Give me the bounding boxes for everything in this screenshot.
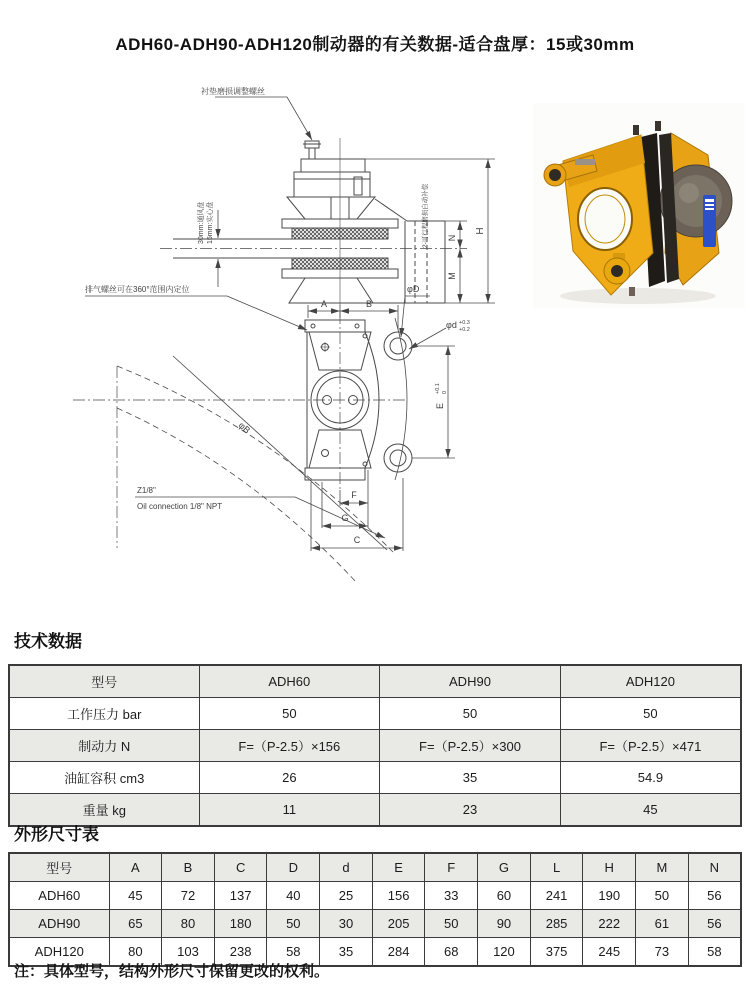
table-cell: 375 xyxy=(530,938,583,967)
label-oil-z: Z1/8" xyxy=(137,486,156,495)
header-row xyxy=(9,665,741,698)
table-cell: 65 xyxy=(109,910,162,938)
table-cell: 68 xyxy=(425,938,478,967)
table-cell: 238 xyxy=(214,938,267,967)
table-cell: 35 xyxy=(380,762,561,794)
table-cell: 45 xyxy=(560,794,741,827)
table-cell: 180 xyxy=(214,910,267,938)
table-cell: 137 xyxy=(214,882,267,910)
table-cell: 50 xyxy=(425,910,478,938)
column-header: A xyxy=(109,853,162,882)
footnote: 注：具体型号，结构外形尺寸保留更改的权利。 xyxy=(14,964,330,980)
column-header: C xyxy=(214,853,267,882)
column-header: d xyxy=(320,853,373,882)
table-cell: 72 xyxy=(162,882,215,910)
table-cell: 120 xyxy=(478,938,531,967)
dim-label-F: F xyxy=(351,490,357,500)
tech-data-table xyxy=(8,664,742,827)
table-cell: 50 xyxy=(636,882,689,910)
table-cell: 45 xyxy=(109,882,162,910)
column-header: ADH60 xyxy=(199,665,380,698)
product-photo xyxy=(533,103,745,308)
table-cell: 40 xyxy=(267,882,320,910)
table-cell: 241 xyxy=(530,882,583,910)
column-header: F xyxy=(425,853,478,882)
table-cell: 73 xyxy=(636,938,689,967)
label-disc-ventilated: 30mm:通风盘 xyxy=(198,201,205,244)
row-label: ADH90 xyxy=(9,910,109,938)
table-cell: 284 xyxy=(372,938,425,967)
table-cell: 80 xyxy=(162,910,215,938)
row-label: 油缸容积 cm3 xyxy=(9,762,199,794)
section-heading-dims: 外形尺寸表 xyxy=(14,825,99,844)
column-header: 型号 xyxy=(9,853,109,882)
column-header: D xyxy=(267,853,320,882)
table-cell: 56 xyxy=(688,910,741,938)
label-wear-compensation: 2-可行程磨损自动补偿 xyxy=(422,183,429,248)
label-disc-solid: 15mm:实心盘 xyxy=(207,201,214,244)
dim-label-C: C xyxy=(353,535,361,545)
dim-label-E-tol-bot: 0 xyxy=(442,390,448,394)
column-header: ADH90 xyxy=(380,665,561,698)
section-heading-tech: 技术数据 xyxy=(14,632,82,651)
column-header: L xyxy=(530,853,583,882)
table-cell: 156 xyxy=(372,882,425,910)
row-label: ADH120 xyxy=(9,938,109,967)
table-cell: 56 xyxy=(688,882,741,910)
table-cell: 23 xyxy=(380,794,561,827)
label-bleed-screw: 排气螺丝可在360°范围内定位 xyxy=(85,285,190,294)
table-row xyxy=(9,882,741,910)
dim-label-phid-tol-bot: +0.2 xyxy=(459,327,470,333)
row-label: 工作压力 bar xyxy=(9,698,199,730)
table-cell: 222 xyxy=(583,910,636,938)
table-cell: 60 xyxy=(478,882,531,910)
dim-label-phiB: φB xyxy=(236,420,253,436)
dim-label-B: B xyxy=(365,299,373,309)
dim-label-G: G xyxy=(341,513,349,523)
table-cell: 33 xyxy=(425,882,478,910)
table-cell: 35 xyxy=(320,938,373,967)
table-cell: 190 xyxy=(583,882,636,910)
table-cell: 50 xyxy=(560,698,741,730)
table-cell: 26 xyxy=(199,762,380,794)
dim-label-phid: φd xyxy=(446,320,457,330)
column-header: B xyxy=(162,853,215,882)
dim-label-N: N xyxy=(447,234,457,242)
column-header: E xyxy=(372,853,425,882)
row-label: ADH60 xyxy=(9,882,109,910)
table-cell: 25 xyxy=(320,882,373,910)
table-cell: F=（P-2.5）×300 xyxy=(380,730,561,762)
plan-view xyxy=(73,312,412,583)
dim-label-E: E xyxy=(435,402,445,410)
table-cell: 54.9 xyxy=(560,762,741,794)
dim-label-M: M xyxy=(447,272,457,280)
label-oil-npt: Oil connection 1/8" NPT xyxy=(137,502,223,511)
table-cell: 50 xyxy=(380,698,561,730)
table-cell: 30 xyxy=(320,910,373,938)
table-cell: 58 xyxy=(267,938,320,967)
table-cell: 11 xyxy=(199,794,380,827)
column-header: M xyxy=(636,853,689,882)
column-header: 型号 xyxy=(9,665,199,698)
table-cell: 245 xyxy=(583,938,636,967)
technical-drawing xyxy=(55,78,535,626)
row-label: 重量 kg xyxy=(9,794,199,827)
dim-label-H: H xyxy=(475,227,486,235)
table-cell: 80 xyxy=(109,938,162,967)
column-header: G xyxy=(478,853,531,882)
dim-label-A: A xyxy=(320,299,328,309)
dim-label-E-tol-top: +0.1 xyxy=(435,383,441,394)
side-view-dimensions xyxy=(215,97,495,303)
row-label: 制动力 N xyxy=(9,730,199,762)
table-cell: 205 xyxy=(372,910,425,938)
table-cell: 285 xyxy=(530,910,583,938)
table-row xyxy=(9,730,741,762)
header-row xyxy=(9,853,741,882)
dim-label-phiD: φD xyxy=(407,284,420,294)
column-header: H xyxy=(583,853,636,882)
column-header: ADH120 xyxy=(560,665,741,698)
table-row xyxy=(9,762,741,794)
table-cell: F=（P-2.5）×156 xyxy=(199,730,380,762)
table-row xyxy=(9,698,741,730)
table-cell: 103 xyxy=(162,938,215,967)
table-cell: 90 xyxy=(478,910,531,938)
dim-label-phid-tol-top: +0.3 xyxy=(459,320,470,326)
table-cell: 50 xyxy=(267,910,320,938)
table-row xyxy=(9,910,741,938)
table-cell: 50 xyxy=(199,698,380,730)
table-cell: 61 xyxy=(636,910,689,938)
table-cell: 58 xyxy=(688,938,741,967)
table-row xyxy=(9,794,741,827)
label-adjust-screw: 衬垫磨损调整螺丝 xyxy=(201,87,265,96)
column-header: N xyxy=(688,853,741,882)
blue-label xyxy=(703,195,716,247)
dimension-table xyxy=(8,852,742,967)
table-cell: F=（P-2.5）×471 xyxy=(560,730,741,762)
page-title: ADH60-ADH90-ADH120制动器的有关数据-适合盘厚：15或30mm xyxy=(115,35,635,54)
